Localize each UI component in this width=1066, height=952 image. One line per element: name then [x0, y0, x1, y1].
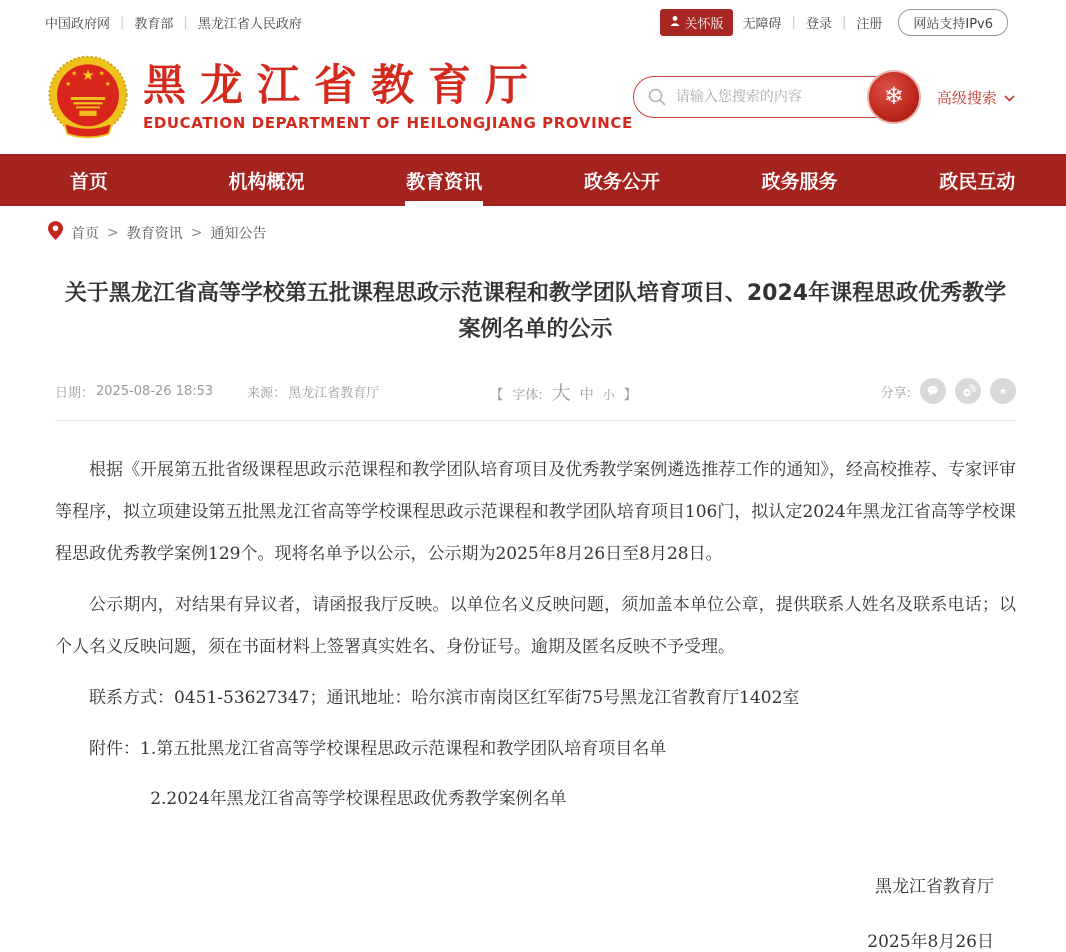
care-mode-label: 关怀版 — [684, 16, 724, 31]
article-source — [247, 382, 379, 401]
breadcrumb-section[interactable]: 教育资讯 — [126, 225, 183, 242]
article-body — [55, 449, 1016, 820]
search-submit-button[interactable] — [867, 70, 921, 124]
link-china-gov[interactable]: 中国政府网 — [45, 17, 111, 32]
source-value: 黑龙江省教育厅 — [288, 385, 380, 401]
breadcrumb — [0, 206, 1066, 256]
person-icon — [669, 15, 681, 30]
search-box — [633, 76, 904, 118]
signature-block — [55, 872, 1016, 952]
breadcrumb-home[interactable]: 首页 — [71, 225, 99, 242]
nav-item-public-interaction[interactable] — [888, 154, 1066, 206]
svg-text:★: ★ — [998, 386, 1008, 398]
login-link[interactable]: 登录 — [805, 17, 832, 32]
main-nav — [0, 154, 1066, 206]
nav-item-home[interactable] — [0, 154, 178, 206]
svg-text:★: ★ — [104, 79, 111, 88]
ipv6-badge: 网站支持IPv6 — [898, 9, 1008, 36]
breadcrumb-separator: > — [107, 224, 119, 241]
breadcrumb-current[interactable]: 通知公告 — [210, 225, 267, 242]
search-area — [633, 76, 1017, 118]
share-group — [881, 378, 1016, 404]
article-paragraph: 根据《开展第五批省级课程思政示范课程和教学团队培育项目及优秀教学案例遴选推荐工作的通知》，经高校推荐、专家评审等程序，拟立项建设第五批黑龙江省高等学校课程思政示范课程和教学团队培育项目106门，拟认定2024年黑龙江省高等学校课程思政优秀教学案例129个。现将名单予以公示，公示期为2025年8月26日至8月28日。 — [55, 460, 1016, 564]
font-widget-bracket: 【 — [490, 387, 504, 403]
accessibility-link[interactable]: 无障碍 — [742, 17, 782, 32]
article-title: 关于黑龙江省高等学校第五批课程思政示范课程和教学团队培育项目、2024年课程思政优秀教学案例名单的公示 — [64, 281, 1007, 342]
nav-label: 政民互动 — [939, 170, 1016, 193]
article-meta-row — [55, 372, 1016, 421]
font-widget-bracket: 】 — [623, 387, 637, 403]
link-provincial-gov[interactable]: 黑龙江省人民政府 — [197, 17, 302, 32]
font-size-medium-button[interactable]: 中 — [579, 386, 594, 403]
top-utility-bar — [0, 0, 1066, 42]
attachment-line-2: 2.2024年黑龙江省高等学校课程思政优秀教学案例名单 — [150, 789, 567, 809]
site-logo[interactable] — [45, 54, 633, 140]
link-ministry-education[interactable]: 教育部 — [134, 17, 174, 32]
weibo-share-icon[interactable] — [955, 378, 981, 404]
account-links — [660, 9, 1008, 36]
masthead — [0, 42, 1066, 154]
signature-org: 黑龙江省教育厅 — [875, 877, 994, 897]
snowflake-icon: ❄ — [883, 83, 904, 110]
signature-date: 2025年8月26日 — [867, 932, 994, 952]
register-link[interactable]: 注册 — [856, 17, 883, 32]
article-paragraph: 联系方式：0451-53627347；通讯地址：哈尔滨市南岗区红军街75号黑龙江省教育厅1402室 — [89, 688, 800, 708]
care-mode-button[interactable] — [660, 9, 733, 36]
date-label: 日期： — [55, 385, 95, 401]
wechat-share-icon[interactable] — [920, 378, 946, 404]
nav-label: 机构概况 — [228, 170, 305, 193]
favorite-star-share-icon[interactable] — [990, 378, 1016, 404]
share-label: 分享: — [880, 385, 911, 401]
article — [0, 276, 1066, 952]
gov-links — [45, 13, 302, 32]
nav-item-organization[interactable] — [178, 154, 356, 206]
site-title: 黑龙江省教育厅 — [143, 61, 542, 112]
source-label: 来源： — [247, 385, 287, 401]
font-size-small-button[interactable]: 小 — [602, 387, 615, 402]
nav-label: 首页 — [69, 170, 108, 193]
divider: | — [183, 15, 188, 30]
svg-text:★: ★ — [98, 69, 105, 78]
active-tab-indicator — [405, 201, 483, 206]
nav-label: 政务服务 — [761, 170, 838, 193]
nav-item-education-news[interactable] — [355, 154, 533, 206]
site-title-block — [143, 62, 633, 131]
advanced-search-label: 高级搜索 — [936, 88, 997, 107]
font-size-widget — [490, 378, 636, 405]
date-value: 2025-08-26 18:53 — [96, 383, 214, 399]
nav-label: 教育资讯 — [406, 170, 483, 193]
svg-text:★: ★ — [81, 66, 95, 84]
divider: | — [841, 15, 847, 30]
article-meta — [55, 382, 379, 401]
nav-item-gov-disclosure[interactable] — [533, 154, 711, 206]
font-widget-label: 字体: — [512, 387, 543, 403]
divider: | — [791, 15, 796, 30]
search-input[interactable] — [633, 76, 895, 118]
location-pin-icon — [48, 221, 63, 244]
divider: | — [120, 15, 125, 30]
nav-item-gov-services[interactable] — [711, 154, 889, 206]
attachment-line-1: 附件：1.第五批黑龙江省高等学校课程思政示范课程和教学团队培育项目名单 — [89, 739, 667, 759]
article-date — [55, 382, 213, 401]
advanced-search-link[interactable] — [937, 87, 1015, 108]
search-icon — [647, 87, 667, 111]
site-subtitle-en: EDUCATION DEPARTMENT OF HEILONGJIANG PROVINCE — [143, 113, 633, 132]
chevron-down-icon — [1004, 88, 1015, 106]
breadcrumb-separator: > — [190, 224, 203, 241]
national-emblem-icon — [45, 54, 131, 140]
svg-text:★: ★ — [71, 69, 78, 78]
font-size-large-button[interactable]: 大 — [551, 381, 571, 404]
svg-text:★: ★ — [65, 79, 72, 88]
article-paragraph: 公示期内，对结果有异议者，请函报我厅反映。以单位名义反映问题，须加盖本单位公章，提供联系人姓名及联系电话；以个人名义反映问题，须在书面材料上签署真实姓名、身份证号。逾期及匿名反映不予受理。 — [55, 595, 1016, 657]
nav-label: 政务公开 — [583, 170, 660, 193]
